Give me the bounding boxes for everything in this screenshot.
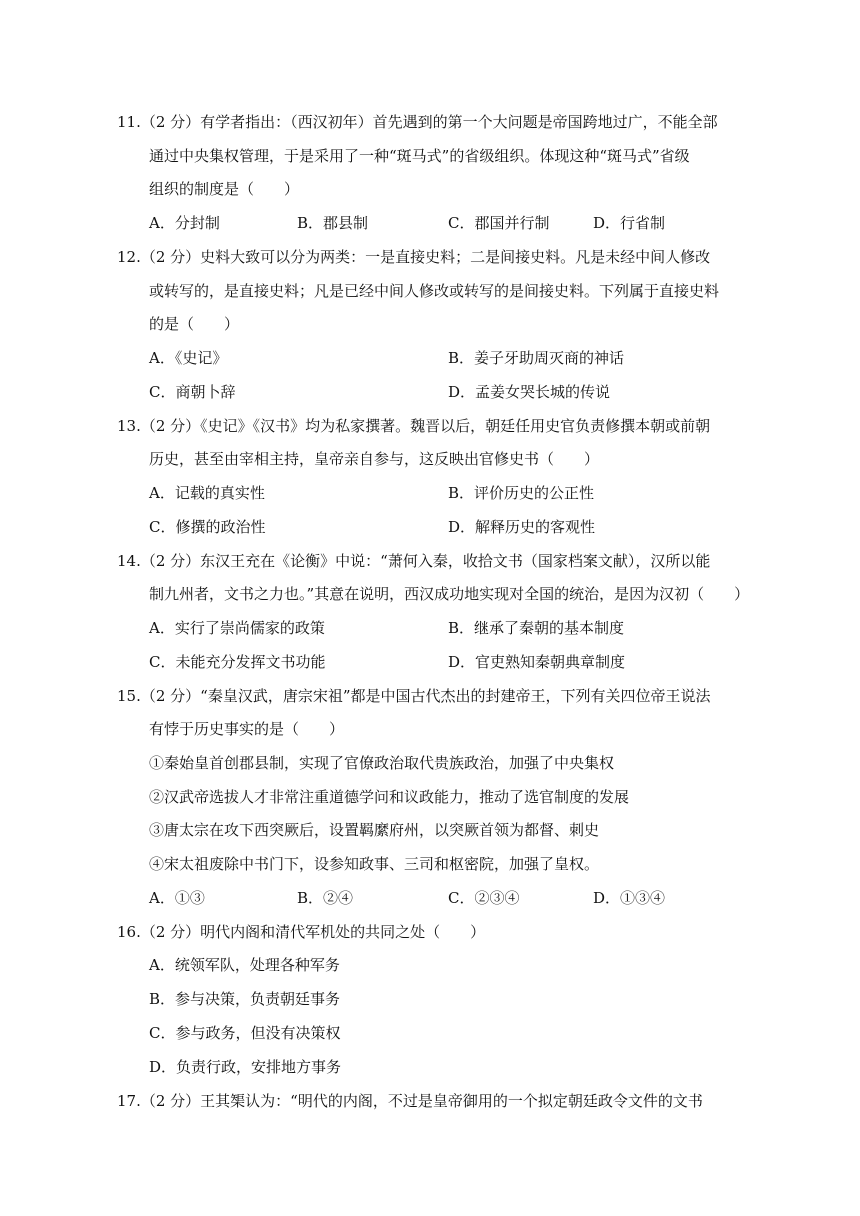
question-17-stem-line-1: 17.（2 分）王其榘认为：“明代的内阁，不过是皇帝御用的一个拟定朝廷政令文件的文书 xyxy=(117,1092,703,1110)
question-15-option-b[interactable]: B．②④ xyxy=(297,889,354,907)
question-11-stem-line-3: 组织的制度是（ ） xyxy=(149,180,300,198)
question-16-option-d[interactable]: D．负责行政，安排地方事务 xyxy=(149,1058,342,1076)
question-11-option-c[interactable]: C．郡国并行制 xyxy=(448,214,550,232)
question-11-option-a[interactable]: A．分封制 xyxy=(149,214,220,232)
question-15-statement-3: ③唐太宗在攻下西突厥后，设置羁縻府州，以突厥首领为都督、刺史 xyxy=(149,821,600,839)
question-15-option-c[interactable]: C．②③④ xyxy=(448,889,520,907)
question-13-stem-line-1: 13.（2 分）《史记》《汉书》均为私家撰著。魏晋以后，朝廷任用史官负责修撰本朝或前朝 xyxy=(117,417,711,435)
question-12-stem-line-3: 的是（ ） xyxy=(149,315,240,333)
question-16-option-a[interactable]: A．统领军队，处理各种军务 xyxy=(149,956,340,974)
question-13-option-a[interactable]: A．记载的真实性 xyxy=(149,484,265,502)
question-15-option-a[interactable]: A．①③ xyxy=(149,889,205,907)
question-12-stem-line-2: 或转写的，是直接史料；凡是已经中间人修改或转写的是间接史料。下列属于直接史料 xyxy=(149,282,720,300)
question-16-option-b[interactable]: B．参与决策，负责朝廷事务 xyxy=(149,990,341,1008)
question-14-option-a[interactable]: A．实行了崇尚儒家的政策 xyxy=(149,619,325,637)
question-13-stem-line-2: 历史，甚至由宰相主持，皇帝亲自参与，这反映出官修史书（ ） xyxy=(149,450,600,468)
question-16-option-c[interactable]: C．参与政务，但没有决策权 xyxy=(149,1024,341,1042)
question-11-stem-line-2: 通过中央集权管理，于是采用了一种“斑马式”的省级组织。体现这种“斑马式”省级 xyxy=(149,147,690,165)
question-15-statement-1: ①秦始皇首创郡县制，实现了官僚政治取代贵族政治，加强了中央集权 xyxy=(149,754,615,772)
question-15-statement-2: ②汉武帝选拔人才非常注重道德学问和议政能力，推动了选官制度的发展 xyxy=(149,788,630,806)
question-13-option-b[interactable]: B．评价历史的公正性 xyxy=(448,484,595,502)
question-15-stem-line-1: 15.（2 分）“秦皇汉武，唐宗宋祖”都是中国古代杰出的封建帝王，下列有关四位帝王说法 xyxy=(117,687,711,705)
question-15-stem-line-2: 有悖于历史事实的是（ ） xyxy=(149,720,345,738)
question-14-option-c[interactable]: C．未能充分发挥文书功能 xyxy=(149,653,326,671)
question-14-stem-line-1: 14.（2 分）东汉王充在《论衡》中说：“萧何入秦，收拾文书（国家档案文献），汉所以能 xyxy=(117,552,711,570)
question-12-option-a[interactable]: A．《史记》 xyxy=(149,349,228,367)
question-12-option-c[interactable]: C．商朝卜辞 xyxy=(149,383,236,401)
question-14-option-b[interactable]: B．继承了秦朝的基本制度 xyxy=(448,619,625,637)
question-14-stem-line-2: 制九州者，文书之力也。”其意在说明，西汉成功地实现对全国的统治，是因为汉初（ ） xyxy=(149,585,750,603)
question-13-option-d[interactable]: D．解释历史的客观性 xyxy=(448,518,596,536)
question-13-option-c[interactable]: C．修撰的政治性 xyxy=(149,518,266,536)
question-12-option-b[interactable]: B．姜子牙助周灭商的神话 xyxy=(448,349,625,367)
question-12-stem-line-1: 12.（2 分）史料大致可以分为两类：一是直接史料；二是间接史料。凡是未经中间人修改 xyxy=(117,248,711,266)
question-14-option-d[interactable]: D．官吏熟知秦朝典章制度 xyxy=(448,653,626,671)
question-15-statement-4: ④宋太祖废除中书门下，设参知政事、三司和枢密院，加强了皇权。 xyxy=(149,855,600,873)
question-15-option-d[interactable]: D．①③④ xyxy=(593,889,666,907)
question-11-stem-line-1: 11.（2 分）有学者指出：（西汉初年）首先遇到的第一个大问题是帝国跨地过广，不能全部 xyxy=(117,113,718,131)
question-16-stem-line-1: 16.（2 分）明代内阁和清代军机处的共同之处（ ） xyxy=(117,923,486,941)
question-11-option-b[interactable]: B．郡县制 xyxy=(297,214,369,232)
question-12-option-d[interactable]: D．孟姜女哭长城的传说 xyxy=(448,383,611,401)
question-11-option-d[interactable]: D．行省制 xyxy=(593,214,666,232)
